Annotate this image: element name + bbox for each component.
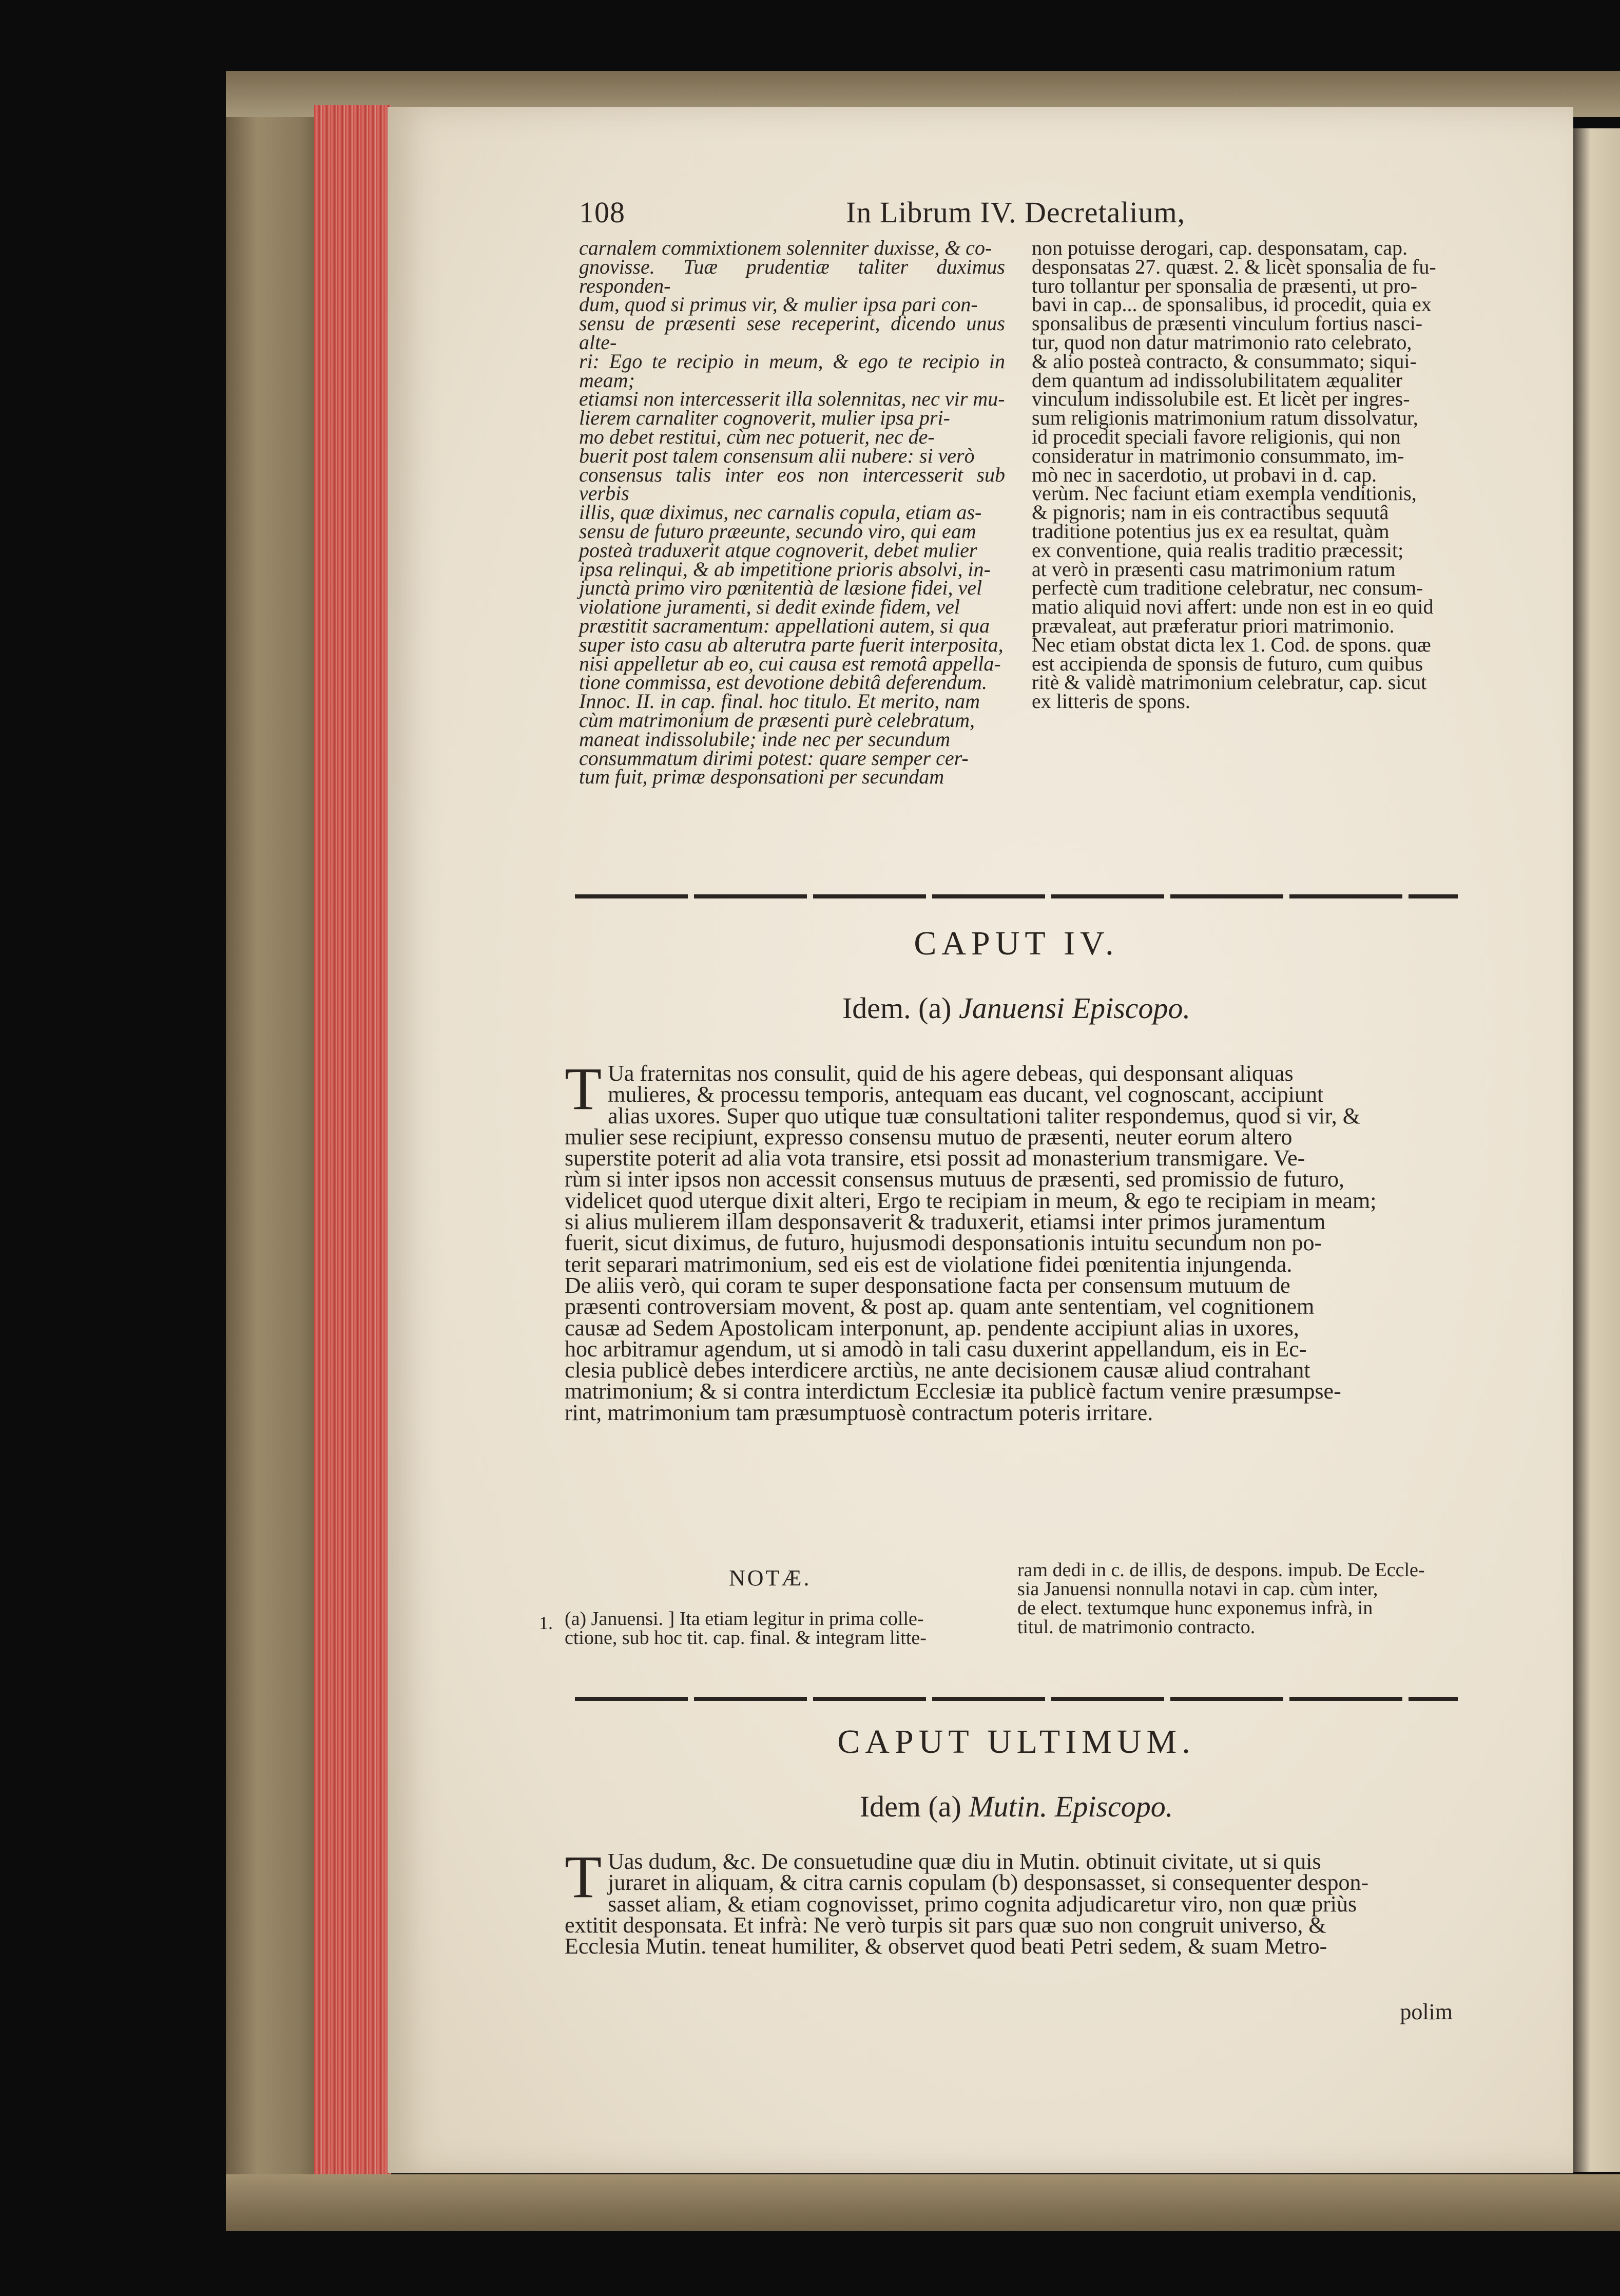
text-line: tione commissa, est devotione debitâ deferendum. xyxy=(579,671,987,694)
subheading-addressee: Mutin. Episcopo. xyxy=(969,1790,1173,1823)
text-line: traditione potentius jus ex ea resultat, quàm xyxy=(1032,519,1390,543)
text-line: si alius mulierem illam desponsaverit & traduxerit, etiamsi inter primos juramentum xyxy=(565,1209,1326,1235)
subheading-prefix: Idem (a) xyxy=(859,1790,961,1823)
section-divider xyxy=(575,894,1458,898)
notes-heading: NOTÆ. xyxy=(729,1565,812,1591)
text-line: sensu de præsenti sese receperint, dicendo unus alte- xyxy=(579,312,1005,354)
text-line: (a) Januensi. ] Ita etiam legitur in prima colle- xyxy=(565,1608,924,1630)
text-line: etiamsi non intercesserit illa solennitas, nec vir mu- xyxy=(579,387,1005,411)
text-line: matrimonium; & si contra interdictum Ecclesiæ ita publicè factum venire præsumpse- xyxy=(565,1379,1341,1404)
text-line: sum religionis matrimonium ratum dissolvatur, xyxy=(1032,406,1418,430)
text-line: terit separari matrimonium, sed eis est de violatione fidei pœnitentia injungenda. xyxy=(565,1251,1293,1277)
text-line: gnovisse. Tuæ prudentiæ taliter duximus responden- xyxy=(579,255,1005,297)
text-line: De aliis verò, qui coram te super desponsatione facta per consensum mutuum de xyxy=(565,1272,1290,1298)
text-line: cùm matrimonium de præsenti purè celebratum, xyxy=(579,708,975,732)
text-line: consideratur in matrimonio consummato, im- xyxy=(1032,444,1404,467)
text-line: ex conventione, quia realis traditio præcessit; xyxy=(1032,538,1404,562)
text-line: rint, matrimonium tam præsumptuosè contractum poteris irritare. xyxy=(565,1400,1153,1425)
text-line: dem quantum ad indissolubilitatem æqualiter xyxy=(1032,368,1403,392)
text-line: tur, quod non datur matrimonio rato celebrato, xyxy=(1032,330,1412,354)
text-line: consummatum dirimi potest: quare semper cer- xyxy=(579,746,969,770)
chapter-body xyxy=(565,1843,1458,1959)
text-line: perfectè cum traditione celebratur, nec consum- xyxy=(1032,576,1423,600)
chapter-subheading xyxy=(575,991,1458,1025)
text-line: non potuisse derogari, cap. desponsatam, cap. xyxy=(1032,236,1408,259)
subheading-addressee: Januensi Episcopo. xyxy=(959,991,1191,1025)
running-header xyxy=(579,195,1452,241)
text-line: verùm. Nec faciunt etiam exempla venditionis, xyxy=(1032,482,1417,505)
text-line: sia Januensi nonnulla notavi in cap. cùm inter, xyxy=(1017,1578,1378,1600)
text-line: id procedit speciali favore religionis, qui non xyxy=(1032,425,1401,448)
book-cover-bottom xyxy=(226,2174,1620,2231)
text-line: est accipienda de sponsis de futuro, cum quibus xyxy=(1032,652,1423,675)
subheading-prefix: Idem. (a) xyxy=(842,991,952,1025)
drop-cap: T xyxy=(565,1055,602,1122)
chapter-body xyxy=(565,1055,1458,1425)
text-line: Ua fraternitas nos consulit, quid de his agere debeas, qui desponsant aliquas xyxy=(608,1061,1294,1086)
chapter-heading: CAPUT ULTIMUM. xyxy=(837,1723,1195,1761)
text-line: extitit desponsata. Et infrà: Ne verò turpis sit pars quæ suo non congruit universo, & xyxy=(565,1912,1326,1938)
text-line: mò nec in sacerdotio, ut probavi in d. cap. xyxy=(1032,463,1377,486)
text-line: dum, quod si primus vir, & mulier ipsa pari con- xyxy=(579,293,978,316)
text-line: causæ ad Sedem Apostolicam interponunt, ap. pendente accipiunt alias in uxores, xyxy=(565,1315,1299,1341)
notes-left-column xyxy=(565,1610,1006,1648)
text-line: de elect. textumque hunc exponemus infrà, in xyxy=(1017,1597,1373,1619)
text-line: præsenti controversiam movent, & post ap. quam ante sententiam, vel cognitionem xyxy=(565,1294,1315,1319)
text-line: lierem carnaliter cognoverit, mulier ipsa pri- xyxy=(579,406,950,430)
text-line: Ecclesia Mutin. teneat humiliter, & observet quod beati Petri sedem, & suam Metro- xyxy=(565,1934,1327,1959)
text-line: & pignoris; nam in eis contractibus sequutâ xyxy=(1032,501,1389,524)
text-line: & alio posteà contracto, & consummato; siqui- xyxy=(1032,349,1417,373)
notes-right-column xyxy=(1017,1561,1458,1637)
note-number: 1. xyxy=(539,1613,553,1633)
text-line: videlicet quod uterque dixit alteri, Ergo te recipiam in meum, & ego te recipiam in meam; xyxy=(565,1188,1377,1213)
text-line: at verò in præsenti casu matrimonium ratum xyxy=(1032,557,1396,581)
text-line: illis, quæ diximus, nec carnalis copula, etiam as- xyxy=(579,501,982,524)
left-column-text xyxy=(579,236,1005,789)
text-line: sponsalibus de præsenti vinculum fortius nasci- xyxy=(1032,312,1423,335)
text-line: mulieres, & processu temporis, antequam eas ducant, vel cognoscant, accipiunt xyxy=(608,1082,1324,1107)
text-line: titul. de matrimonio contracto. xyxy=(1017,1616,1256,1638)
text-line: violatione juramenti, si dedit exinde fidem, vel xyxy=(579,595,960,619)
text-line: nisi appelletur ab eo, cui causa est remotâ appella- xyxy=(579,652,1001,675)
right-column-text xyxy=(1032,236,1468,713)
text-line: ex litteris de spons. xyxy=(1032,690,1190,713)
text-line: juraret in aliquam, & citra carnis copulam (b) desponsasset, si consequenter despon- xyxy=(608,1870,1369,1896)
text-line: ipsa relinqui, & ab impetitione prioris absolvi, in- xyxy=(579,557,991,581)
text-line: fuerit, sicut diximus, de futuro, hujusmodi desponsationis intuitu secundum non po- xyxy=(565,1230,1322,1256)
text-line: posteà traduxerit atque cognoverit, debet mulier xyxy=(579,538,977,562)
text-line: bavi in cap... de sponsalibus, id procedit, quia ex xyxy=(1032,293,1432,316)
text-line: ritè & validè matrimonium celebratur, cap. sicut xyxy=(1032,671,1427,694)
text-line: prævaleat, aut præferatur priori matrimonio. xyxy=(1032,614,1395,637)
text-line: vinculum indissolubile est. Et licèt per ingres- xyxy=(1032,387,1410,411)
text-line: præstitit sacramentum: appellationi autem, si qua xyxy=(579,614,990,637)
text-line: consensus talis inter eos non intercesserit sub verbis xyxy=(579,463,1005,505)
text-line: sasset aliam, & etiam cognovisset, primo cognita adjudicaretur viro, non quæ priùs xyxy=(608,1891,1357,1917)
chapter-subheading xyxy=(575,1789,1458,1824)
text-line: Nec etiam obstat dicta lex 1. Cod. de spons. quæ xyxy=(1032,633,1431,656)
text-line: matio aliquid novi affert: unde non est in eo quid xyxy=(1032,595,1434,619)
text-line: tum fuit, primæ desponsationi per secundam xyxy=(579,765,944,789)
text-line: mulier sese recipiunt, expresso consensu mutuo de præsenti, neuter eorum altero xyxy=(565,1124,1293,1150)
running-title: In Librum IV. Decretalium, xyxy=(846,196,1186,229)
text-line: alias uxores. Super quo utique tuæ consultationi taliter respondemus, quod si vir, & xyxy=(608,1103,1361,1128)
red-page-edges xyxy=(314,105,391,2174)
text-line: super isto casu ab alterutra parte fuerit interposita, xyxy=(579,633,1004,656)
chapter-lines xyxy=(565,1843,1458,1959)
text-line: ri: Ego te recipio in meum, & ego te recipio in meam; xyxy=(579,349,1005,392)
text-line: carnalem commixtionem solenniter duxisse, & co- xyxy=(579,236,992,259)
catchword: polim xyxy=(1400,1999,1453,2024)
text-line: turo tollantur per sponsalia de præsenti, ut pro- xyxy=(1032,274,1417,297)
drop-cap: T xyxy=(565,1843,602,1910)
text-line: ctione, sub hoc tit. cap. final. & integram litte- xyxy=(565,1627,927,1649)
page-number: 108 xyxy=(579,196,625,229)
text-line: rùm si inter ipsos non accessit consensus mutuus de præsenti, sed promissio de futuro, xyxy=(565,1166,1345,1192)
text-line: hoc arbitramur agendum, ut si amodò in tali casu duxerint appellandum, eis in Ec- xyxy=(565,1336,1307,1362)
section-divider xyxy=(575,1697,1458,1701)
text-line: maneat indissolubile; inde nec per secundum xyxy=(579,727,951,751)
text-line: superstite poterit ad alia vota transire, etsi possit ad monasterium transmigare. Ve- xyxy=(565,1145,1305,1171)
text-line: sensu de futuro præeunte, secundo viro, qui eam xyxy=(579,519,976,543)
text-line: buerit post talem consensum alii nubere: si verò xyxy=(579,444,975,467)
text-line: ram dedi in c. de illis, de despons. impub. De Eccle- xyxy=(1017,1559,1425,1581)
text-line: Uas dudum, &c. De consuetudine quæ diu in Mutin. obtinuit civitate, ut si quis xyxy=(608,1849,1321,1874)
facing-page-edge xyxy=(1571,128,1620,2172)
chapter-lines xyxy=(565,1055,1458,1425)
text-line: mo debet restitui, cùm nec potuerit, nec de- xyxy=(579,425,935,448)
chapter-heading: CAPUT IV. xyxy=(914,925,1119,962)
text-line: clesia publicè debes interdicere arctiùs, ne ante decisionem causæ aliud contrahant xyxy=(565,1357,1310,1383)
text-line: desponsatas 27. quæst. 2. & licèt sponsalia de fu- xyxy=(1032,255,1436,278)
text-line: junctà primo viro pœnitentià de læsione fidei, vel xyxy=(579,576,982,600)
text-line: Innoc. II. in cap. final. hoc titulo. Et merito, nam xyxy=(579,690,980,713)
